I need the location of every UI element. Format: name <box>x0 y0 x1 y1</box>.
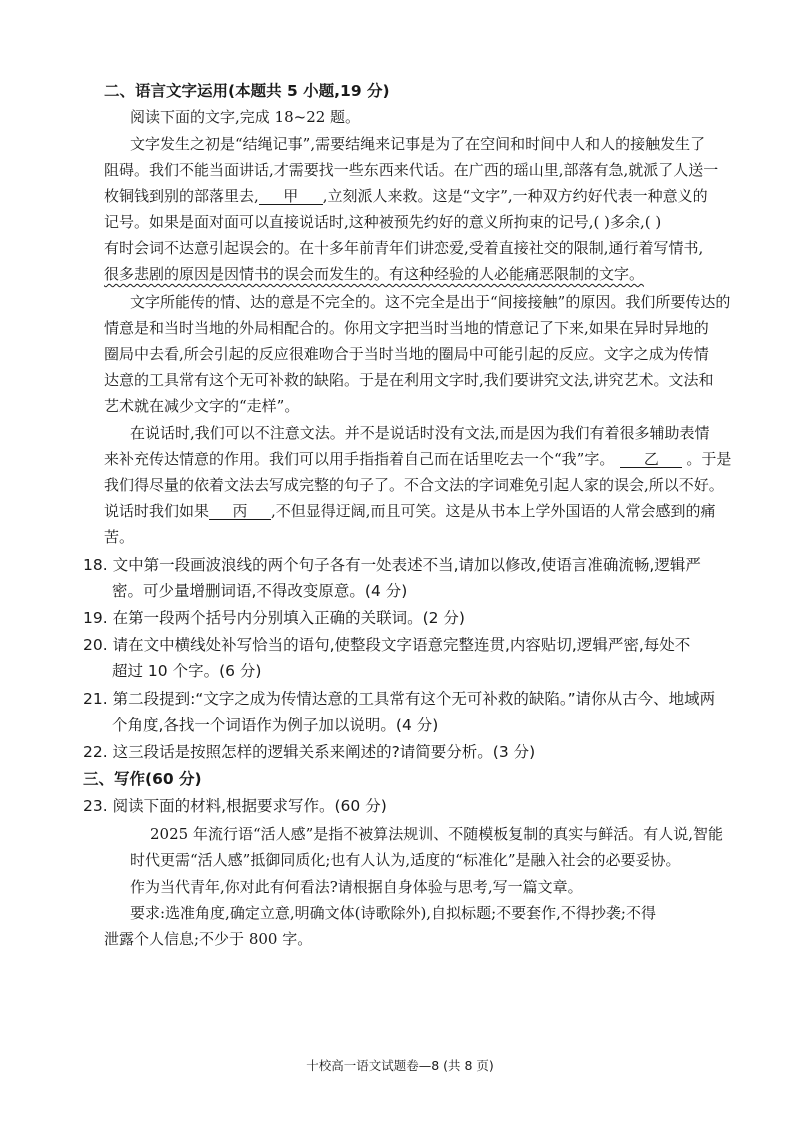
passage-line <box>104 449 731 469</box>
page-footer: 十校高一语文试题卷—8 (共 8 页) <box>306 1058 494 1073</box>
blank-jia: 甲 <box>259 188 323 205</box>
passage-line: 我们得尽量的依着文法去写成完整的句子了。不合文法的字词难免引起人家的误会,所以不好。 <box>104 476 724 494</box>
passage-line <box>104 186 708 206</box>
passage-line: 达意的工具常有这个无可补救的缺陷。于是在利用文字时,我们要讲究文法,讲究艺术。文法和 <box>104 371 714 389</box>
passage-line: 艺术就在减少文字的“走样”。 <box>104 397 300 415</box>
question-20-cont: 超过 10 个字。(6 分) <box>112 662 262 680</box>
material-line: 2025 年流行语“活人感”是指不被算法规训、不随模板复制的真实与鲜活。有人说,智能 <box>150 825 724 843</box>
passage-line: 文字发生之初是“结绳记事”,需要结绳来记事是为了在空间和时间中人和人的接触发生了 <box>130 135 706 153</box>
passage-text: 枚铜钱到别的部落里去, <box>104 187 259 205</box>
passage-text: 来补充传达情意的作用。我们可以用手指指着自己而在话里吃去一个“我”字。 <box>104 450 615 468</box>
question-21: 21. 第二段提到:“文字之成为传情达意的工具常有这个无可补救的缺陷。”请你从古今、地域两 <box>83 690 716 708</box>
passage-line: 文字所能传的情、达的意是不完全的。这不完全是出于“间接接触”的原因。我们所要传达的 <box>130 293 731 311</box>
passage-text: 说话时我们如果 <box>104 502 210 520</box>
passage-line: 记号。如果是面对面可以直接说话时,这种被预先约好的意义所拘束的记号,( )多余,( ) <box>104 213 662 231</box>
material-line: 作为当代青年,你对此有何看法?请根据自身体验与思考,写一篇文章。 <box>130 878 583 896</box>
passage-text: 。于是 <box>686 450 732 468</box>
question-18-cont: 密。可少量增删词语,不得改变原意。(4 分) <box>112 582 408 600</box>
passage-text: ,立刻派人来救。这是“文字”,一种双方约好代表一种意义的 <box>322 187 708 205</box>
requirements-line: 泄露个人信息;不少于 800 字。 <box>104 930 313 948</box>
blank-yi: 乙 <box>620 451 682 468</box>
question-23: 23. 阅读下面的材料,根据要求写作。(60 分) <box>83 797 387 815</box>
requirements-line: 要求:选准角度,确定立意,明确文体(诗歌除外),自拟标题;不要套作,不得抄袭;不得 <box>130 904 656 922</box>
passage-line <box>104 264 644 284</box>
blank-bing: 丙 <box>209 503 271 520</box>
question-20: 20. 请在文中横线处补写恰当的语句,使整段文字语意完整连贯,内容贴切,逻辑严密,每处不 <box>83 636 691 654</box>
question-18: 18. 文中第一段画波浪线的两个句子各有一处表述不当,请加以修改,使语言准确流畅,逻辑严 <box>83 556 701 574</box>
material-line: 时代更需“活人感”抵御同质化;也有人认为,适度的“标准化”是融入社会的必要妥协。 <box>130 851 681 869</box>
wavy-underlined-sentences: 很多悲剧的原因是因情书的误会而发生的。有这种经验的人必能痛恶限制的文字。 <box>104 265 645 283</box>
section-3-heading: 三、写作(60 分) <box>83 770 202 788</box>
section-2-heading: 二、语言文字运用(本题共 5 小题,19 分) <box>104 82 390 100</box>
passage-line: 苦。 <box>104 528 135 546</box>
passage-line: 在说话时,我们可以不注意文法。并不是说话时没有文法,而是因为我们有着很多辅助表情 <box>130 424 710 442</box>
passage-line: 有时会词不达意引起误会的。在十多年前青年们讲恋爱,受着直接社交的限制,通行着写情书, <box>104 239 704 257</box>
passage-line <box>104 501 716 521</box>
passage-line: 圈局中去看,所会引起的反应很难吻合于当时当地的圈局中可能引起的反应。文字之成为传情 <box>104 345 709 363</box>
passage-line: 情意是和当时当地的外局相配合的。你用文字把当时当地的情意记了下来,如果在异时异地的 <box>104 319 709 337</box>
question-19: 19. 在第一段两个括号内分别填入正确的关联词。(2 分) <box>83 609 465 627</box>
question-21-cont: 个角度,各找一个词语作为例子加以说明。(4 分) <box>112 716 439 734</box>
question-22: 22. 这三段话是按照怎样的逻辑关系来阐述的?请简要分析。(3 分) <box>83 743 536 761</box>
passage-line: 阻碍。我们不能当面讲话,才需要找一些东西来代话。在广西的瑶山里,部落有急,就派了人送一 <box>104 161 719 179</box>
passage-text: ,不但显得迂阔,而且可笑。这是从书本上学外国语的人常会感到的痛 <box>271 502 716 520</box>
section-2-instruction: 阅读下面的文字,完成 18~22 题。 <box>130 108 361 126</box>
